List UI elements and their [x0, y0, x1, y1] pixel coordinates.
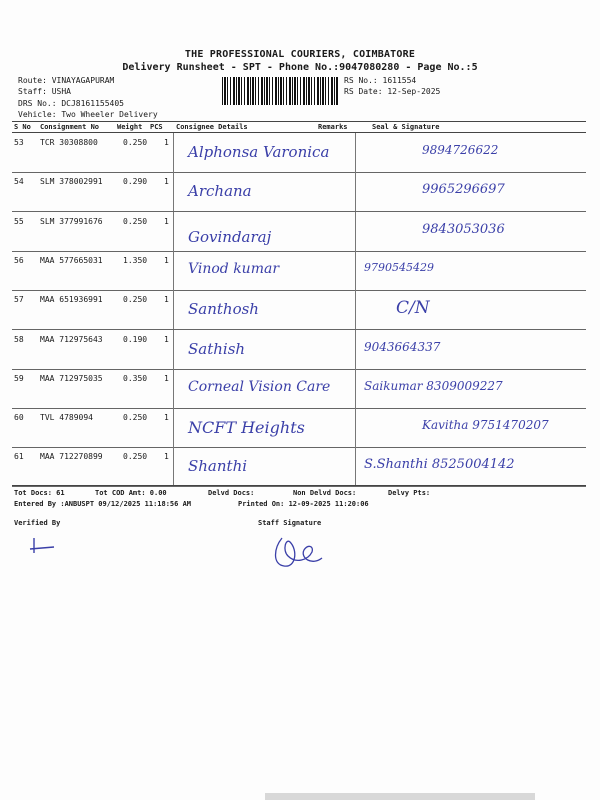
staff-signature-mark — [268, 530, 328, 572]
row-consignment: MAA 577665031 — [40, 255, 103, 265]
row-consignee-handwriting: Vinod kumar — [188, 260, 280, 277]
vehicle-label: Vehicle: Two Wheeler Delivery — [18, 110, 158, 119]
row-pcs: 1 — [164, 295, 169, 305]
barcode — [222, 77, 338, 105]
row-consignment: SLM 378002991 — [40, 177, 103, 187]
row-consignment: MAA 712270899 — [40, 452, 103, 462]
table-row — [12, 212, 586, 252]
delivered-docs: Delvd Docs: — [208, 489, 255, 497]
table-row — [12, 369, 586, 409]
row-consignment: MAA 651936991 — [40, 295, 103, 305]
row-pcs: 1 — [164, 255, 169, 265]
column-divider — [355, 369, 356, 408]
row-consignee-handwriting: Govindaraj — [188, 227, 272, 246]
rs-date: RS Date: 12-Sep-2025 — [344, 87, 441, 96]
col-pcs: PCS — [150, 123, 163, 131]
row-seal-signature: 9843053036 — [422, 221, 505, 237]
row-weight: 1.350 — [123, 255, 148, 265]
col-weight: Weight — [117, 123, 143, 131]
row-pcs: 1 — [164, 138, 169, 147]
row-pcs: 1 — [164, 216, 169, 226]
scanner-edge — [265, 793, 535, 800]
column-divider — [355, 330, 356, 369]
row-consignee-handwriting: Santhosh — [188, 300, 259, 319]
non-delivered-docs: Non Delvd Docs: — [293, 489, 357, 497]
row-seal-signature: C/N — [396, 298, 430, 319]
row-seal-signature: 9965296697 — [422, 182, 505, 198]
company-title: THE PROFESSIONAL COURIERS, COIMBATORE — [184, 49, 416, 60]
row-weight: 0.250 — [123, 452, 148, 462]
row-seal-signature: 9894726622 — [422, 143, 499, 157]
row-seal-signature: Kavitha 9751470207 — [422, 418, 549, 433]
table-row — [12, 172, 586, 212]
row-consignment: TVL 4789094 — [40, 413, 93, 423]
row-consignee-handwriting: Shanthi — [188, 457, 248, 476]
row-pcs: 1 — [164, 177, 169, 187]
column-divider — [355, 290, 356, 329]
row-consignment: SLM 377991676 — [40, 216, 103, 226]
row-weight: 0.190 — [123, 334, 148, 344]
table-row — [12, 330, 586, 370]
row-sno: 61 — [14, 452, 24, 462]
row-consignment: TCR 30308800 — [40, 138, 98, 147]
row-pcs: 1 — [164, 452, 169, 462]
drs-label: DRS No.: DCJ8161155405 — [18, 99, 124, 108]
row-seal-signature: 9790545429 — [364, 260, 434, 274]
column-divider — [173, 447, 174, 486]
column-divider — [173, 172, 174, 211]
row-pcs: 1 — [164, 413, 169, 423]
table-row — [12, 408, 586, 448]
row-weight: 0.250 — [123, 295, 148, 305]
row-sno: 60 — [14, 413, 24, 423]
row-consignee-handwriting: Archana — [188, 182, 252, 201]
delivery-points: Delvy Pts: — [388, 489, 431, 497]
staff-signature-label: Staff Signature — [258, 519, 322, 527]
row-weight: 0.250 — [123, 216, 148, 226]
header-top-rule — [12, 121, 586, 122]
row-consignee-handwriting: Corneal Vision Care — [188, 378, 331, 395]
row-consignee-handwriting: Sathish — [188, 339, 246, 358]
col-consignment: Consignment No — [40, 123, 100, 131]
table-row — [12, 133, 586, 173]
column-divider — [173, 251, 174, 290]
row-pcs: 1 — [164, 373, 169, 383]
column-divider — [173, 330, 174, 369]
total-cod: Tot COD Amt: 0.00 — [95, 489, 167, 497]
row-sno: 57 — [14, 295, 24, 305]
column-divider — [173, 408, 174, 447]
total-docs: Tot Docs: 61 — [14, 489, 65, 497]
row-sno: 56 — [14, 255, 24, 265]
printed-on: Printed On: 12-09-2025 11:20:06 — [238, 500, 369, 508]
col-sno: S No — [14, 123, 31, 131]
col-remarks: Remarks — [318, 123, 348, 131]
row-sno: 59 — [14, 373, 24, 383]
column-divider — [355, 408, 356, 447]
row-consignment: MAA 712975035 — [40, 373, 103, 383]
row-sno: 53 — [14, 138, 24, 147]
row-seal-signature: Saikumar 8309009227 — [364, 378, 503, 393]
column-divider — [355, 251, 356, 290]
row-sno: 54 — [14, 177, 24, 187]
column-divider — [173, 369, 174, 408]
entered-by: Entered By :ANBUSPT 09/12/2025 11:18:56 AM — [14, 500, 192, 508]
row-weight: 0.350 — [123, 373, 148, 383]
column-divider — [173, 290, 174, 329]
row-sno: 58 — [14, 334, 24, 344]
column-divider — [173, 212, 174, 251]
row-sno: 55 — [14, 216, 24, 226]
table-row — [12, 290, 586, 330]
row-consignee-handwriting: Alphonsa Varonica — [188, 143, 330, 161]
row-consignee-handwriting: NCFT Heights — [188, 418, 305, 438]
row-weight: 0.250 — [123, 138, 148, 147]
route-label: Route: VINAYAGAPURAM — [18, 76, 115, 85]
row-consignment: MAA 712975643 — [40, 334, 103, 344]
row-seal-signature: S.Shanthi 8525004142 — [364, 457, 515, 473]
row-pcs: 1 — [164, 334, 169, 344]
table-row — [12, 251, 586, 291]
verified-by-label: Verified By — [14, 519, 61, 527]
runsheet-subtitle: Delivery Runsheet - SPT - Phone No.:9047080280 - Page No.:5 — [122, 62, 478, 73]
row-weight: 0.250 — [123, 413, 148, 423]
column-divider — [355, 447, 356, 486]
staff-label: Staff: USHA — [18, 87, 71, 96]
column-divider — [355, 133, 356, 172]
row-weight: 0.290 — [123, 177, 148, 187]
column-divider — [355, 212, 356, 251]
column-divider — [173, 133, 174, 172]
table-row — [12, 447, 586, 487]
col-consignee: Consignee Details — [176, 123, 248, 131]
column-divider — [355, 172, 356, 211]
footer-rule — [12, 485, 586, 486]
col-seal: Seal & Signature — [372, 123, 440, 131]
rs-number: RS No.: 1611554 — [344, 76, 417, 85]
row-seal-signature: 9043664337 — [364, 339, 441, 354]
verified-signature — [28, 535, 58, 557]
